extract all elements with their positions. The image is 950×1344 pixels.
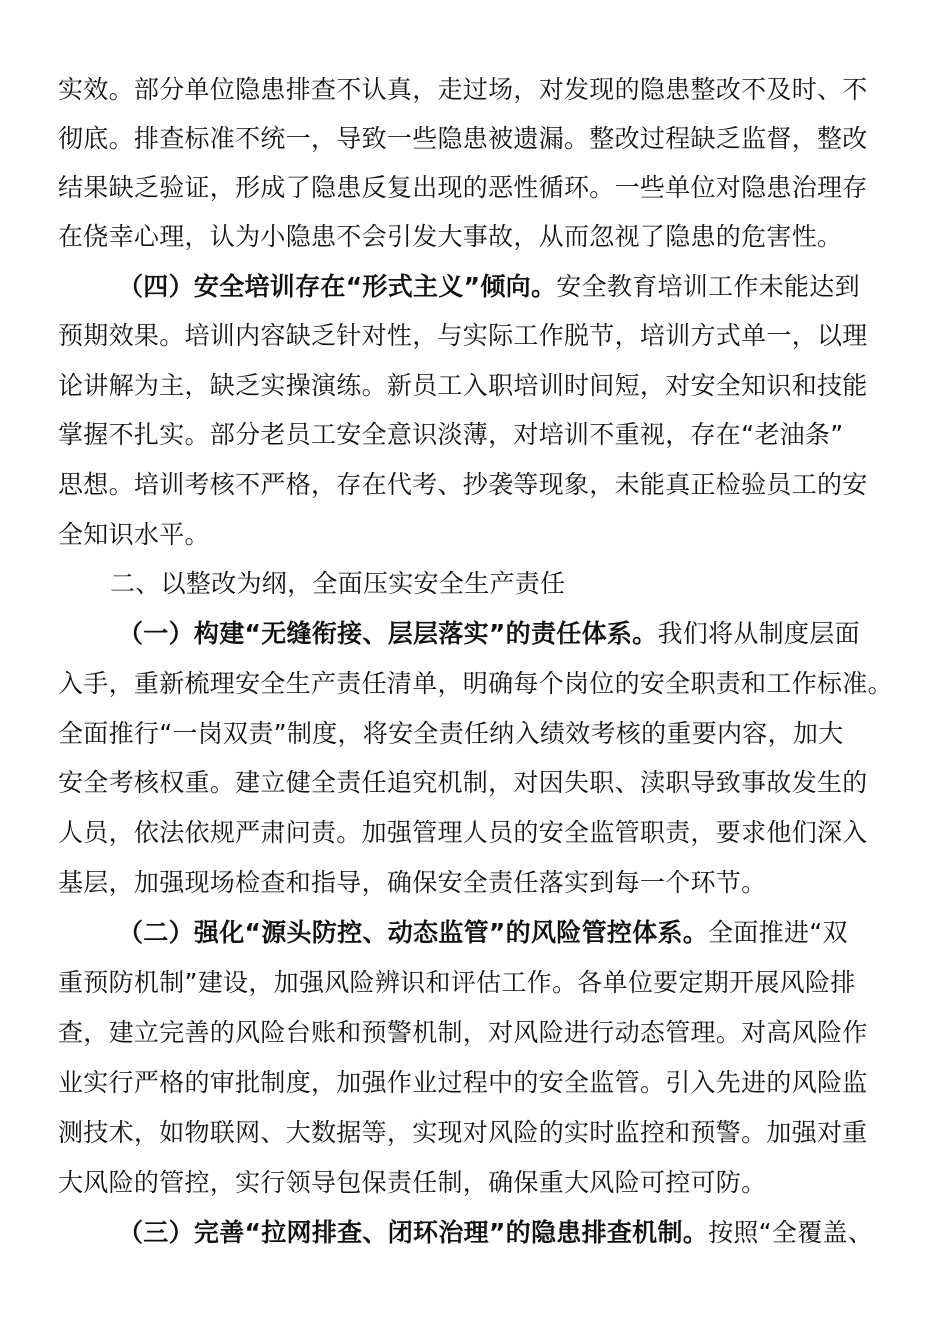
paragraph-text: 全面推进“双 [708,918,848,947]
subsection-heading-2: （二）强化“源头防控、动态监管”的风险管控体系。 [118,918,709,947]
paragraph-line: 业实行严格的审批制度，加强作业过程中的安全监管。引入先进的风险监 [58,1068,868,1097]
paragraph-line: 全面推行“一岗双责”制度，将安全责任纳入绩效考核的重要内容，加大 [58,719,844,748]
paragraph-line: 入手，重新梳理安全生产责任清单，明确每个岗位的安全职责和工作标准。 [58,669,893,698]
paragraph-line: 思想。培训考核不严格，存在代考、抄袭等现象，未能真正检验员工的安 [58,470,868,499]
paragraph-text: 按照“全覆盖、 [708,1218,874,1247]
paragraph-line: 实效。部分单位隐患排查不认真，走过场，对发现的隐患整改不及时、不 [58,75,868,104]
paragraph-line: 论讲解为主，缺乏实操演练。新员工入职培训时间短，对安全知识和技能 [58,371,868,400]
paragraph-first-line [118,614,860,654]
paragraph-line: 掌握不扎实。部分老员工安全意识淡薄，对培训不重视，存在“老油条” [58,420,844,449]
paragraph-text: 安全教育培训工作未能达到 [556,272,860,301]
paragraph-line: 预期效果。培训内容缺乏针对性，与实际工作脱节，培训方式单一，以理 [58,321,868,350]
paragraph-text: 我们将从制度层面 [657,619,860,648]
paragraph-line: 查，建立完善的风险台账和预警机制，对风险进行动态管理。对高风险作 [58,1018,868,1047]
subsection-heading-3: （三）完善“拉网排查、闭环治理”的隐患排查机制。 [118,1218,709,1247]
paragraph-line: 重预防机制”建设，加强风险辨识和评估工作。各单位要定期开展风险排 [58,968,856,997]
paragraph-line: 大风险的管控，实行领导包保责任制，确保重大风险可控可防。 [58,1168,767,1197]
paragraph-line: 测技术，如物联网、大数据等，实现对风险的实时监控和预警。加强对重 [58,1118,868,1147]
paragraph-line: 结果缺乏验证，形成了隐患反复出现的恶性循环。一些单位对隐患治理存 [58,173,868,202]
subsection-heading-1: （一）构建“无缝衔接、层层落实”的责任体系。 [118,619,658,648]
paragraph-line: 在侥幸心理，认为小隐患不会引发大事故，从而忽视了隐患的危害性。 [58,222,843,251]
paragraph-line: 彻底。排查标准不统一，导致一些隐患被遗漏。整改过程缺乏监督，整改 [58,124,868,153]
paragraph-first-line [118,913,848,953]
section-title: 二、以整改为纲，全面压实安全生产责任 [110,569,566,598]
paragraph-line: 基层，加强现场检查和指导，确保安全责任落实到每一个环节。 [58,868,767,897]
paragraph-first-line [118,1213,873,1253]
paragraph-line: 人员，依法依规严肃问责。加强管理人员的安全监管职责，要求他们深入 [58,818,868,847]
subsection-heading-4: （四）安全培训存在“形式主义”倾向。 [118,272,557,301]
paragraph-first-line [118,267,860,307]
paragraph-line: 全知识水平。 [58,520,210,549]
paragraph-line: 安全考核权重。建立健全责任追究机制，对因失职、渎职导致事故发生的 [58,768,868,797]
